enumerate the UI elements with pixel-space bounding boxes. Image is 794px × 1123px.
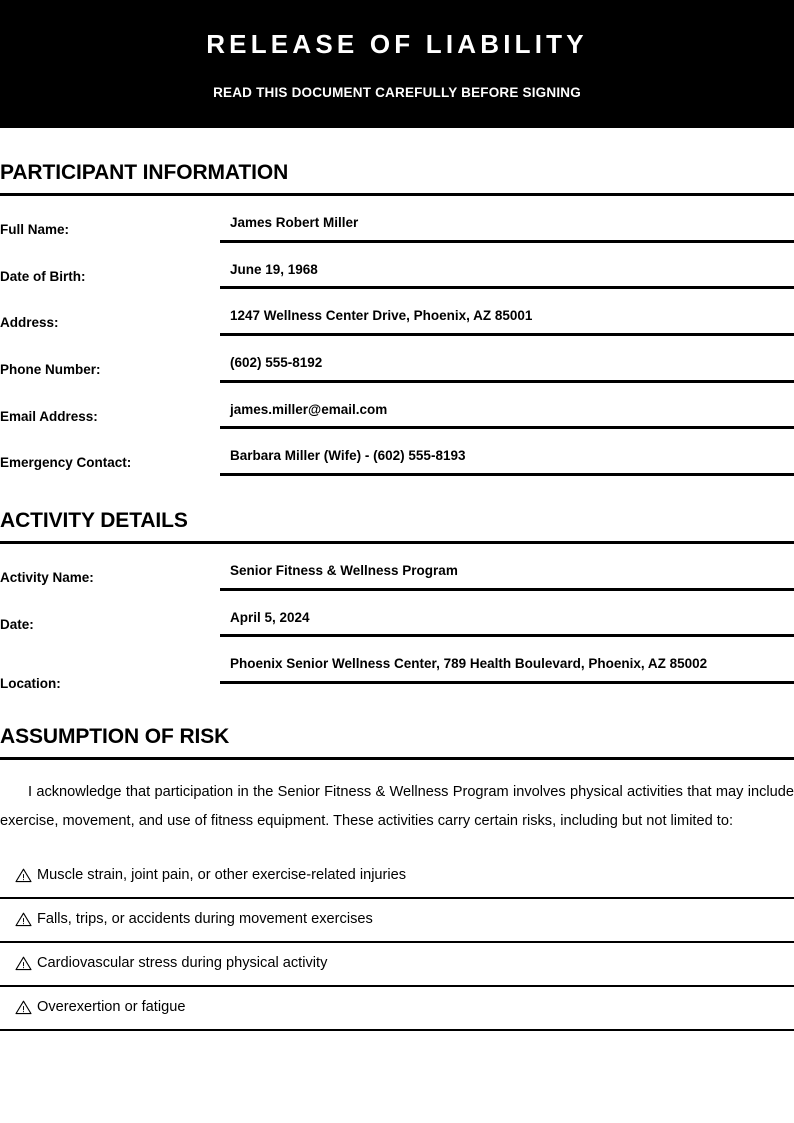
risk-item-label: Cardiovascular stress during physical activity (37, 955, 328, 972)
field-value-location[interactable]: Phoenix Senior Wellness Center, 789 Health Boulevard, Phoenix, AZ 85002 (220, 651, 794, 684)
field-value-cell (220, 383, 794, 430)
field-value-cell (220, 243, 794, 290)
table-row (0, 289, 794, 336)
warning-triangle-icon (12, 956, 34, 971)
field-label-date-of-birth: Date of Birth: (0, 268, 86, 284)
section-divider (0, 757, 794, 760)
list-item (0, 987, 794, 1031)
activity-details-table (0, 544, 794, 692)
list-item (0, 855, 794, 899)
document-subtitle: READ THIS DOCUMENT CAREFULLY BEFORE SIGNING (213, 84, 581, 100)
document-body (0, 128, 794, 1031)
assumption-of-risk-paragraph: I acknowledge that participation in the Senior Fitness & Wellness Program involves physical activities that may include exercise, movement, and use of fitness equipment. These activities carry certain risks, including but not limited to: (0, 784, 794, 829)
table-row (0, 243, 794, 290)
field-value-cell (220, 289, 794, 336)
field-label-full-name: Full Name: (0, 222, 70, 238)
section-heading-assumption-of-risk: ASSUMPTION OF RISK (0, 725, 230, 749)
document-title: RELEASE OF LIABILITY (206, 29, 588, 59)
field-value-activity-name[interactable]: Senior Fitness & Wellness Program (220, 558, 794, 591)
table-row (0, 544, 794, 591)
field-value-cell (220, 591, 794, 638)
table-row (0, 637, 794, 692)
risk-item-label: Falls, trips, or accidents during movement exercises (37, 911, 373, 928)
field-value-cell (220, 336, 794, 383)
table-row (0, 591, 794, 638)
list-item (0, 899, 794, 943)
field-value-cell (220, 196, 794, 243)
field-value-phone-number[interactable]: (602) 555-8192 (220, 350, 794, 383)
field-value-address[interactable]: 1247 Wellness Center Drive, Phoenix, AZ 85001 (220, 303, 794, 336)
field-value-email-address[interactable]: james.miller@email.com (220, 397, 794, 430)
field-value-cell (220, 429, 794, 476)
field-label-emergency-contact: Emergency Contact: (0, 455, 132, 471)
field-value-date[interactable]: April 5, 2024 (220, 605, 794, 638)
table-row (0, 429, 794, 476)
warning-triangle-icon (12, 868, 34, 883)
field-value-emergency-contact[interactable]: Barbara Miller (Wife) - (602) 555-8193 (220, 443, 794, 476)
document-header-band (0, 0, 794, 128)
participant-information-table (0, 196, 794, 476)
warning-triangle-icon (12, 1000, 34, 1015)
field-label-location: Location: (0, 676, 61, 692)
risk-item-label: Overexertion or fatigue (37, 999, 186, 1016)
table-row (0, 383, 794, 430)
section-heading-activity-details: ACTIVITY DETAILS (0, 508, 188, 532)
section-heading-participant-information: PARTICIPANT INFORMATION (0, 161, 289, 184)
field-value-cell (220, 637, 794, 684)
warning-triangle-icon (12, 912, 34, 927)
table-row (0, 196, 794, 243)
field-label-date: Date: (0, 616, 34, 632)
risk-item-label: Muscle strain, joint pain, or other exercise-related injuries (37, 867, 407, 884)
risk-list (0, 855, 794, 1031)
field-label-address: Address: (0, 315, 59, 331)
field-value-full-name[interactable]: James Robert Miller (220, 210, 794, 243)
field-label-email-address: Email Address: (0, 408, 98, 424)
table-row (0, 336, 794, 383)
field-label-phone-number: Phone Number: (0, 361, 101, 377)
field-value-cell (220, 544, 794, 591)
list-item (0, 943, 794, 987)
field-value-date-of-birth[interactable]: June 19, 1968 (220, 257, 794, 290)
field-label-activity-name: Activity Name: (0, 569, 94, 585)
